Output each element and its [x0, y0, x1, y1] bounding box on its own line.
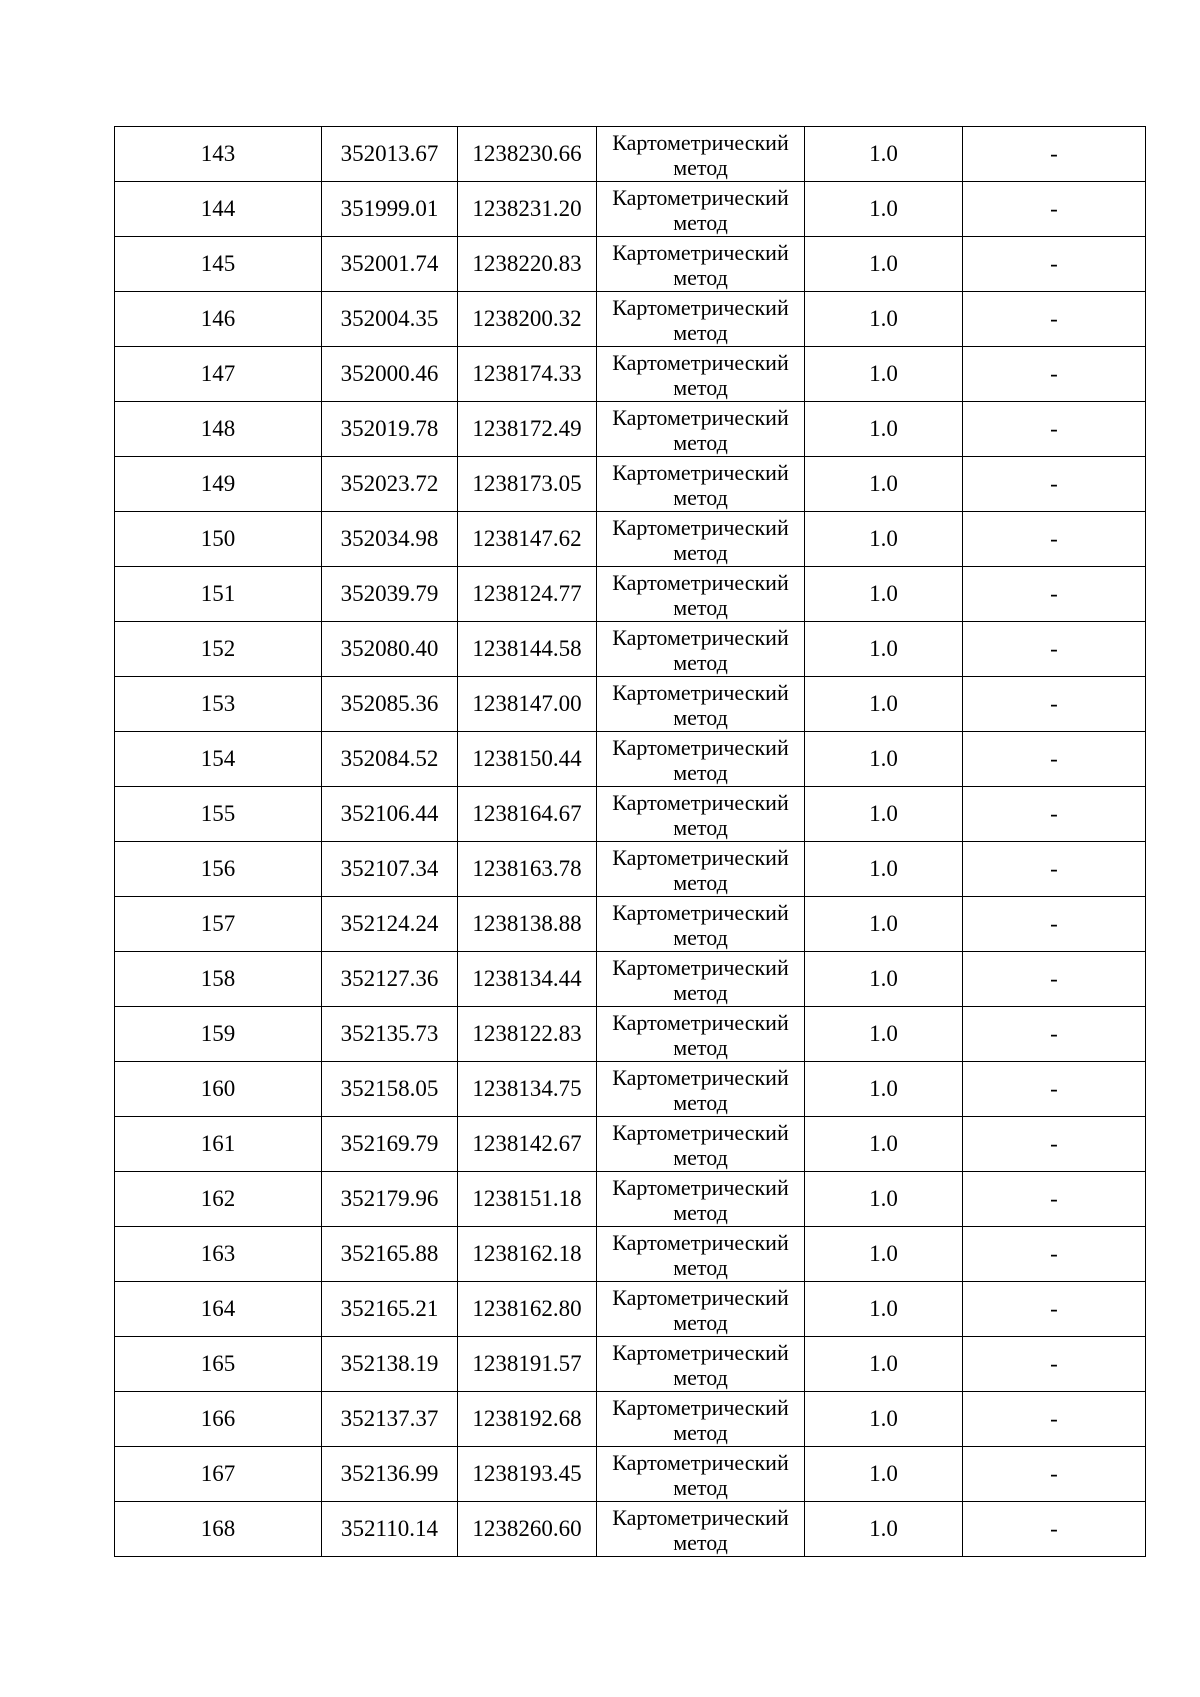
note-cell: - — [963, 842, 1146, 897]
x-coordinate-cell: 352084.52 — [322, 732, 458, 787]
y-coordinate-cell: 1238162.80 — [458, 1282, 597, 1337]
method-cell — [597, 842, 805, 897]
accuracy-cell: 1.0 — [805, 1172, 963, 1227]
x-coordinate-cell: 352165.88 — [322, 1227, 458, 1282]
table-row — [115, 842, 1146, 897]
point-number-cell: 165 — [115, 1337, 322, 1392]
accuracy-cell: 1.0 — [805, 787, 963, 842]
x-coordinate-cell: 352136.99 — [322, 1447, 458, 1502]
accuracy-cell: 1.0 — [805, 182, 963, 237]
method-line-2: метод — [673, 1309, 728, 1335]
method-line-1: Картометрический — [612, 1229, 789, 1255]
method-line-2: метод — [673, 649, 728, 675]
y-coordinate-cell: 1238192.68 — [458, 1392, 597, 1447]
point-number-cell: 148 — [115, 402, 322, 457]
y-coordinate-cell: 1238134.75 — [458, 1062, 597, 1117]
method-line-1: Картометрический — [612, 404, 789, 430]
method-line-2: метод — [673, 704, 728, 730]
accuracy-cell: 1.0 — [805, 677, 963, 732]
y-coordinate-cell: 1238138.88 — [458, 897, 597, 952]
table-row — [115, 952, 1146, 1007]
method-cell — [597, 897, 805, 952]
method-line-1: Картометрический — [612, 459, 789, 485]
note-cell: - — [963, 1502, 1146, 1557]
note-cell: - — [963, 952, 1146, 1007]
accuracy-cell: 1.0 — [805, 512, 963, 567]
method-cell — [597, 622, 805, 677]
point-number-cell: 152 — [115, 622, 322, 677]
method-line-1: Картометрический — [612, 1009, 789, 1035]
note-cell: - — [963, 127, 1146, 182]
method-line-1: Картометрический — [612, 1174, 789, 1200]
note-cell: - — [963, 1282, 1146, 1337]
y-coordinate-cell: 1238164.67 — [458, 787, 597, 842]
method-line-1: Картометрический — [612, 569, 789, 595]
method-line-2: метод — [673, 264, 728, 290]
point-number-cell: 158 — [115, 952, 322, 1007]
x-coordinate-cell: 352127.36 — [322, 952, 458, 1007]
method-cell — [597, 237, 805, 292]
x-coordinate-cell: 352135.73 — [322, 1007, 458, 1062]
table-row — [115, 457, 1146, 512]
accuracy-cell: 1.0 — [805, 347, 963, 402]
method-cell — [597, 1337, 805, 1392]
point-number-cell: 150 — [115, 512, 322, 567]
x-coordinate-cell: 352179.96 — [322, 1172, 458, 1227]
method-line-2: метод — [673, 429, 728, 455]
method-line-1: Картометрический — [612, 1339, 789, 1365]
point-number-cell: 144 — [115, 182, 322, 237]
method-line-1: Картометрический — [612, 1449, 789, 1475]
note-cell: - — [963, 347, 1146, 402]
x-coordinate-cell: 352085.36 — [322, 677, 458, 732]
x-coordinate-cell: 352034.98 — [322, 512, 458, 567]
table-row — [115, 1392, 1146, 1447]
method-cell — [597, 952, 805, 1007]
x-coordinate-cell: 352000.46 — [322, 347, 458, 402]
y-coordinate-cell: 1238230.66 — [458, 127, 597, 182]
method-cell — [597, 1447, 805, 1502]
note-cell: - — [963, 622, 1146, 677]
note-cell: - — [963, 402, 1146, 457]
accuracy-cell: 1.0 — [805, 1227, 963, 1282]
x-coordinate-cell: 352158.05 — [322, 1062, 458, 1117]
point-number-cell: 147 — [115, 347, 322, 402]
accuracy-cell: 1.0 — [805, 567, 963, 622]
accuracy-cell: 1.0 — [805, 1337, 963, 1392]
y-coordinate-cell: 1238162.18 — [458, 1227, 597, 1282]
method-cell — [597, 292, 805, 347]
x-coordinate-cell: 352001.74 — [322, 237, 458, 292]
note-cell: - — [963, 1447, 1146, 1502]
method-cell — [597, 677, 805, 732]
x-coordinate-cell: 352138.19 — [322, 1337, 458, 1392]
table-row — [115, 732, 1146, 787]
x-coordinate-cell: 352124.24 — [322, 897, 458, 952]
accuracy-cell: 1.0 — [805, 622, 963, 677]
table-row — [115, 677, 1146, 732]
method-line-1: Картометрический — [612, 294, 789, 320]
accuracy-cell: 1.0 — [805, 1117, 963, 1172]
note-cell: - — [963, 1337, 1146, 1392]
point-number-cell: 161 — [115, 1117, 322, 1172]
point-number-cell: 167 — [115, 1447, 322, 1502]
accuracy-cell: 1.0 — [805, 402, 963, 457]
method-line-2: метод — [673, 374, 728, 400]
table-row — [115, 237, 1146, 292]
y-coordinate-cell: 1238174.33 — [458, 347, 597, 402]
method-line-2: метод — [673, 1364, 728, 1390]
accuracy-cell: 1.0 — [805, 292, 963, 347]
method-line-2: метод — [673, 1034, 728, 1060]
x-coordinate-cell: 352080.40 — [322, 622, 458, 677]
y-coordinate-cell: 1238150.44 — [458, 732, 597, 787]
note-cell: - — [963, 292, 1146, 347]
method-line-1: Картометрический — [612, 899, 789, 925]
point-number-cell: 160 — [115, 1062, 322, 1117]
table-row — [115, 1282, 1146, 1337]
point-number-cell: 162 — [115, 1172, 322, 1227]
method-line-1: Картометрический — [612, 624, 789, 650]
note-cell: - — [963, 1062, 1146, 1117]
method-line-1: Картометрический — [612, 129, 789, 155]
method-line-1: Картометрический — [612, 1504, 789, 1530]
table-row — [115, 1117, 1146, 1172]
y-coordinate-cell: 1238122.83 — [458, 1007, 597, 1062]
method-line-2: метод — [673, 814, 728, 840]
method-line-1: Картометрический — [612, 954, 789, 980]
y-coordinate-cell: 1238124.77 — [458, 567, 597, 622]
note-cell: - — [963, 732, 1146, 787]
point-number-cell: 154 — [115, 732, 322, 787]
method-line-1: Картометрический — [612, 1394, 789, 1420]
method-line-1: Картометрический — [612, 679, 789, 705]
note-cell: - — [963, 1392, 1146, 1447]
x-coordinate-cell: 352039.79 — [322, 567, 458, 622]
accuracy-cell: 1.0 — [805, 237, 963, 292]
method-line-1: Картометрический — [612, 239, 789, 265]
y-coordinate-cell: 1238260.60 — [458, 1502, 597, 1557]
method-cell — [597, 1502, 805, 1557]
y-coordinate-cell: 1238144.58 — [458, 622, 597, 677]
method-line-1: Картометрический — [612, 789, 789, 815]
method-line-1: Картометрический — [612, 844, 789, 870]
method-line-2: метод — [673, 319, 728, 345]
x-coordinate-cell: 352165.21 — [322, 1282, 458, 1337]
method-line-1: Картометрический — [612, 1119, 789, 1145]
point-number-cell: 163 — [115, 1227, 322, 1282]
method-line-1: Картометрический — [612, 184, 789, 210]
y-coordinate-cell: 1238173.05 — [458, 457, 597, 512]
method-line-2: метод — [673, 869, 728, 895]
accuracy-cell: 1.0 — [805, 952, 963, 1007]
method-cell — [597, 1392, 805, 1447]
method-line-2: метод — [673, 1144, 728, 1170]
x-coordinate-cell: 352004.35 — [322, 292, 458, 347]
method-line-2: метод — [673, 1254, 728, 1280]
point-number-cell: 157 — [115, 897, 322, 952]
method-cell — [597, 457, 805, 512]
method-cell — [597, 1282, 805, 1337]
table-row — [115, 182, 1146, 237]
method-line-2: метод — [673, 484, 728, 510]
accuracy-cell: 1.0 — [805, 1007, 963, 1062]
table-row — [115, 1227, 1146, 1282]
point-number-cell: 145 — [115, 237, 322, 292]
method-cell — [597, 347, 805, 402]
accuracy-cell: 1.0 — [805, 457, 963, 512]
note-cell: - — [963, 237, 1146, 292]
y-coordinate-cell: 1238163.78 — [458, 842, 597, 897]
point-number-cell: 146 — [115, 292, 322, 347]
note-cell: - — [963, 677, 1146, 732]
method-line-1: Картометрический — [612, 1284, 789, 1310]
method-line-2: метод — [673, 1474, 728, 1500]
accuracy-cell: 1.0 — [805, 1392, 963, 1447]
table-row — [115, 622, 1146, 677]
method-line-2: метод — [673, 924, 728, 950]
accuracy-cell: 1.0 — [805, 1062, 963, 1117]
point-number-cell: 164 — [115, 1282, 322, 1337]
table-row — [115, 1062, 1146, 1117]
note-cell: - — [963, 787, 1146, 842]
method-cell — [597, 787, 805, 842]
table-row — [115, 402, 1146, 457]
y-coordinate-cell: 1238147.62 — [458, 512, 597, 567]
accuracy-cell: 1.0 — [805, 1502, 963, 1557]
method-cell — [597, 1007, 805, 1062]
coordinates-table-body — [115, 127, 1146, 1557]
method-cell — [597, 127, 805, 182]
x-coordinate-cell: 352019.78 — [322, 402, 458, 457]
point-number-cell: 156 — [115, 842, 322, 897]
method-line-2: метод — [673, 1199, 728, 1225]
point-number-cell: 155 — [115, 787, 322, 842]
x-coordinate-cell: 352013.67 — [322, 127, 458, 182]
x-coordinate-cell: 352137.37 — [322, 1392, 458, 1447]
method-line-1: Картометрический — [612, 1064, 789, 1090]
method-line-2: метод — [673, 1089, 728, 1115]
method-cell — [597, 567, 805, 622]
method-line-1: Картометрический — [612, 514, 789, 540]
note-cell: - — [963, 512, 1146, 567]
table-row — [115, 1337, 1146, 1392]
table-row — [115, 512, 1146, 567]
method-cell — [597, 1117, 805, 1172]
y-coordinate-cell: 1238231.20 — [458, 182, 597, 237]
y-coordinate-cell: 1238142.67 — [458, 1117, 597, 1172]
table-row — [115, 897, 1146, 952]
table-row — [115, 1502, 1146, 1557]
method-line-2: метод — [673, 759, 728, 785]
note-cell: - — [963, 1117, 1146, 1172]
point-number-cell: 143 — [115, 127, 322, 182]
y-coordinate-cell: 1238193.45 — [458, 1447, 597, 1502]
y-coordinate-cell: 1238172.49 — [458, 402, 597, 457]
method-line-1: Картометрический — [612, 349, 789, 375]
method-line-2: метод — [673, 209, 728, 235]
y-coordinate-cell: 1238220.83 — [458, 237, 597, 292]
note-cell: - — [963, 1007, 1146, 1062]
accuracy-cell: 1.0 — [805, 1447, 963, 1502]
note-cell: - — [963, 567, 1146, 622]
note-cell: - — [963, 897, 1146, 952]
method-line-1: Картометрический — [612, 734, 789, 760]
x-coordinate-cell: 352106.44 — [322, 787, 458, 842]
method-cell — [597, 732, 805, 787]
note-cell: - — [963, 182, 1146, 237]
y-coordinate-cell: 1238191.57 — [458, 1337, 597, 1392]
note-cell: - — [963, 1172, 1146, 1227]
x-coordinate-cell: 352110.14 — [322, 1502, 458, 1557]
method-cell — [597, 1227, 805, 1282]
accuracy-cell: 1.0 — [805, 1282, 963, 1337]
accuracy-cell: 1.0 — [805, 127, 963, 182]
accuracy-cell: 1.0 — [805, 897, 963, 952]
table-row — [115, 347, 1146, 402]
point-number-cell: 166 — [115, 1392, 322, 1447]
method-cell — [597, 512, 805, 567]
table-row — [115, 292, 1146, 347]
x-coordinate-cell: 352107.34 — [322, 842, 458, 897]
method-line-2: метод — [673, 979, 728, 1005]
y-coordinate-cell: 1238147.00 — [458, 677, 597, 732]
note-cell: - — [963, 1227, 1146, 1282]
table-row — [115, 1007, 1146, 1062]
point-number-cell: 149 — [115, 457, 322, 512]
method-line-2: метод — [673, 594, 728, 620]
y-coordinate-cell: 1238200.32 — [458, 292, 597, 347]
method-cell — [597, 402, 805, 457]
method-line-2: метод — [673, 154, 728, 180]
table-row — [115, 787, 1146, 842]
y-coordinate-cell: 1238151.18 — [458, 1172, 597, 1227]
coordinates-table — [114, 126, 1146, 1557]
method-cell — [597, 1062, 805, 1117]
point-number-cell: 168 — [115, 1502, 322, 1557]
method-cell — [597, 182, 805, 237]
accuracy-cell: 1.0 — [805, 842, 963, 897]
point-number-cell: 159 — [115, 1007, 322, 1062]
y-coordinate-cell: 1238134.44 — [458, 952, 597, 1007]
method-line-2: метод — [673, 1529, 728, 1555]
x-coordinate-cell: 352023.72 — [322, 457, 458, 512]
method-line-2: метод — [673, 539, 728, 565]
accuracy-cell: 1.0 — [805, 732, 963, 787]
note-cell: - — [963, 457, 1146, 512]
table-row — [115, 1172, 1146, 1227]
point-number-cell: 153 — [115, 677, 322, 732]
method-cell — [597, 1172, 805, 1227]
table-row — [115, 567, 1146, 622]
table-row — [115, 1447, 1146, 1502]
method-line-2: метод — [673, 1419, 728, 1445]
x-coordinate-cell: 352169.79 — [322, 1117, 458, 1172]
table-row — [115, 127, 1146, 182]
point-number-cell: 151 — [115, 567, 322, 622]
x-coordinate-cell: 351999.01 — [322, 182, 458, 237]
